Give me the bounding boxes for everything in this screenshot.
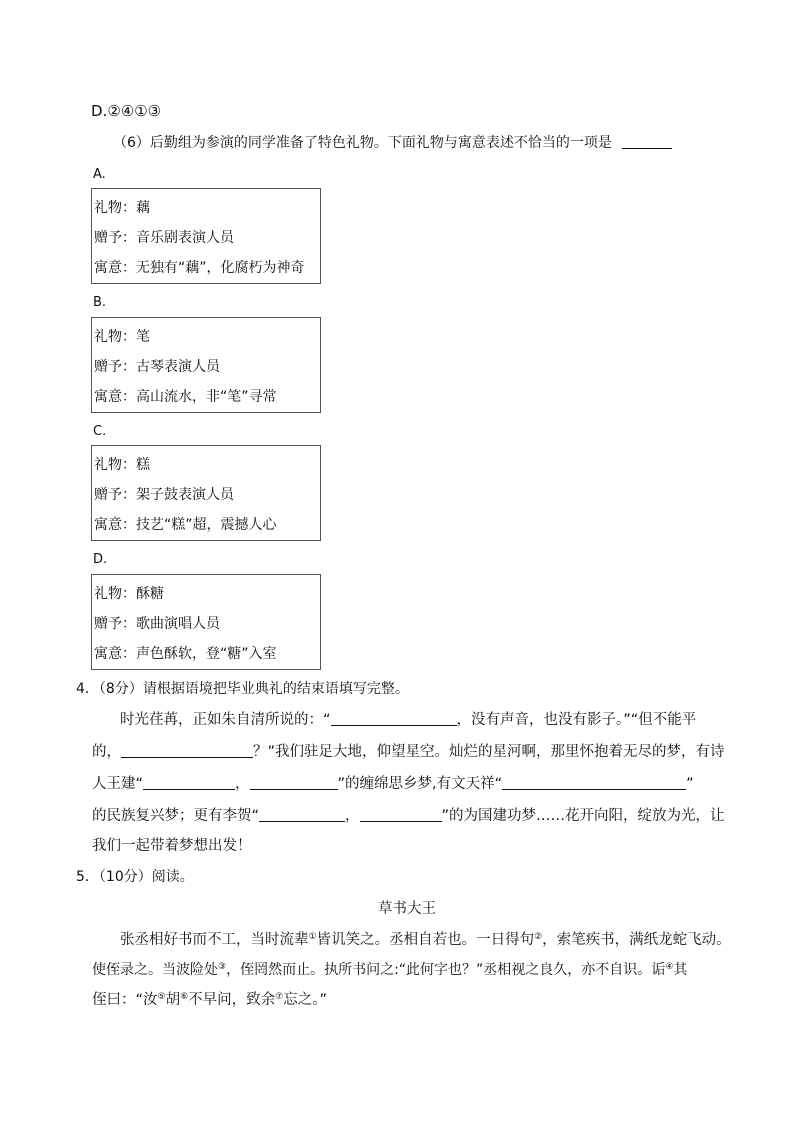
sub-question-6-text: （6）后勤组为参演的同学准备了特色礼物。下面礼物与寓意表述不恰当的一项是 bbox=[113, 135, 612, 151]
option-b-box[interactable] bbox=[91, 317, 321, 413]
question-4-stem: 4．（8分）请根据语境把毕业典礼的结束语填写完整。 bbox=[76, 681, 409, 697]
text-span: ”的缠绵思乡梦,有文天祥“ bbox=[337, 776, 503, 792]
q4-line-3 bbox=[92, 776, 694, 792]
note-marker: ⑤ bbox=[157, 992, 166, 1002]
gift-label: 礼物：藕 bbox=[94, 200, 150, 216]
recipient-label: 赠予：歌曲演唱人员 bbox=[94, 616, 220, 632]
text-span: 皆讥笑之。丞相自若也。一日得句 bbox=[316, 932, 535, 948]
meaning-label: 寓意：技艺“糕”超，震撼人心 bbox=[94, 517, 277, 533]
gift-label: 礼物：酥糖 bbox=[94, 586, 164, 602]
answer-blank[interactable] bbox=[331, 712, 457, 726]
text-span: ，索笔疾书，满纸龙蛇飞动。 bbox=[542, 932, 731, 948]
option-d-box[interactable] bbox=[91, 574, 321, 670]
passage-line-3 bbox=[92, 993, 327, 1008]
text-span: 胡 bbox=[165, 992, 181, 1008]
passage-title: 草书大王 bbox=[378, 901, 436, 917]
sub-question-6-stem bbox=[113, 135, 672, 150]
answer-blank[interactable] bbox=[121, 744, 253, 758]
answer-blank[interactable] bbox=[622, 135, 672, 149]
option-d-letter: D. bbox=[93, 552, 108, 567]
text-span: 人王建“ bbox=[92, 776, 144, 792]
answer-blank[interactable] bbox=[143, 776, 235, 790]
text-span: 的民族复兴梦；更有李贺“ bbox=[92, 808, 260, 824]
text-span: 侄曰：“汝 bbox=[92, 992, 158, 1008]
prev-option-d: D.②④①③ bbox=[91, 102, 162, 120]
option-b-letter: B. bbox=[93, 295, 107, 310]
text-span: ，侄罔然而止。执所书问之:“此何字也？”丞相视之良久，亦不自识。诟 bbox=[226, 962, 666, 978]
q4-line-5: 我们一起带着梦想出发！ bbox=[92, 838, 252, 854]
text-span: 的， bbox=[92, 744, 121, 760]
option-c-letter: C. bbox=[93, 424, 107, 439]
gift-label: 礼物：笔 bbox=[94, 329, 150, 345]
q4-line-1 bbox=[120, 712, 696, 728]
text-span: 忘之。” bbox=[283, 992, 328, 1008]
meaning-label: 寓意：声色酥软，登“糖”入室 bbox=[94, 646, 277, 662]
passage-line-2 bbox=[92, 963, 687, 977]
note-marker: ③ bbox=[218, 962, 227, 972]
text-span: 时光荏苒，正如朱自清所说的：“ bbox=[120, 712, 331, 728]
meaning-label: 寓意：高山流水，非“笔”寻常 bbox=[94, 389, 277, 405]
note-marker: ⑦ bbox=[275, 992, 284, 1002]
text-span: ，没有声音，也没有影子。”“但不能平 bbox=[456, 712, 697, 728]
text-span: ” bbox=[686, 776, 694, 792]
answer-blank[interactable] bbox=[259, 808, 345, 822]
meaning-label: 寓意：无独有“藕”，化腐朽为神奇 bbox=[94, 260, 305, 276]
gift-label: 礼物：糕 bbox=[94, 457, 150, 473]
note-marker: ④ bbox=[665, 962, 674, 972]
text-span: ， bbox=[345, 808, 360, 824]
option-a-letter: A. bbox=[93, 167, 106, 182]
note-marker: ② bbox=[534, 932, 543, 942]
passage-line-1 bbox=[120, 933, 731, 948]
answer-blank[interactable] bbox=[250, 776, 338, 790]
recipient-label: 赠予：架子鼓表演人员 bbox=[94, 487, 234, 503]
note-marker: ⑥ bbox=[180, 992, 189, 1002]
option-c-box[interactable] bbox=[91, 445, 321, 541]
option-a-box[interactable] bbox=[91, 188, 321, 284]
answer-blank[interactable] bbox=[502, 776, 686, 790]
text-span: 不早问，致余 bbox=[188, 992, 276, 1008]
q4-line-2 bbox=[92, 744, 725, 760]
text-span: 使侄录之。当波险处 bbox=[92, 962, 218, 978]
note-marker: ① bbox=[308, 932, 317, 942]
question-5-stem: 5．（10分）阅读。 bbox=[76, 869, 194, 885]
text-span: ？”我们驻足大地，仰望星空。灿烂的星河啊，那里怀抱着无尽的梦，有诗 bbox=[253, 744, 725, 760]
text-span: ”的为国建功梦……花开向阳，绽放为光，让 bbox=[441, 808, 725, 824]
q4-line-4 bbox=[92, 808, 725, 824]
recipient-label: 赠予：古琴表演人员 bbox=[94, 359, 220, 375]
text-span: 其 bbox=[673, 962, 688, 978]
text-span: 张丞相好书而不工，当时流辈 bbox=[120, 932, 309, 948]
recipient-label: 赠予：音乐剧表演人员 bbox=[94, 230, 234, 246]
answer-blank[interactable] bbox=[360, 808, 442, 822]
text-span: ， bbox=[235, 776, 250, 792]
